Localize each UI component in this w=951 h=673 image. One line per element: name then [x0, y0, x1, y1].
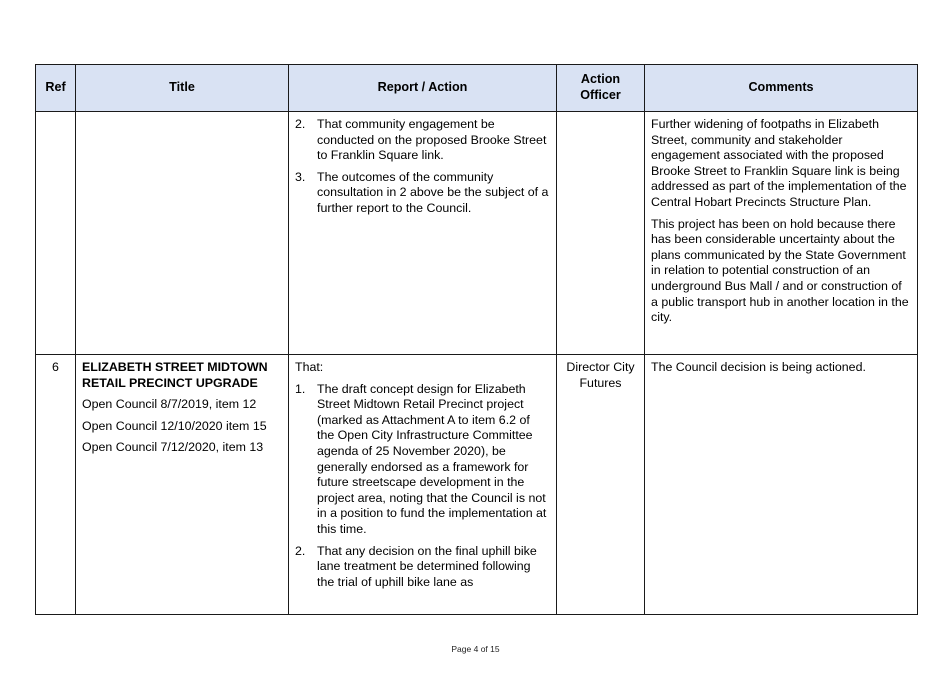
row2-officer-cell: Director City Futures [557, 355, 645, 615]
row1-title-cell [76, 112, 289, 355]
list-item [295, 382, 550, 538]
meeting-reference: Open Council 8/7/2019, item 12 [82, 397, 257, 412]
list-item-number: 3. [295, 169, 306, 184]
item-title: ELIZABETH STREET MIDTOWN RETAIL PRECINCT UPGRADE [82, 360, 268, 390]
comment-paragraph: This project has been on hold because there has been considerable uncertainty about the plans communicated by the State Government in relation to potential construction of an underground Bus Mall / and or construction of a public transport hub in another location in the city. [651, 216, 909, 325]
row2-ref-cell: 6 [36, 355, 76, 615]
header-action-officer: Action Officer [557, 65, 645, 112]
row1-comments-cell [645, 112, 918, 355]
row2-comments-cell: The Council decision is being actioned. [645, 355, 918, 615]
list-item-text: That community engagement be conducted on the proposed Brooke Street to Franklin Square link. [317, 117, 547, 163]
row1-report-list [295, 117, 550, 217]
action-table [35, 64, 918, 615]
list-item-number: 2. [295, 117, 306, 131]
table-header-row [36, 65, 918, 112]
header-comments: Comments [645, 65, 918, 112]
report-intro: That: [295, 360, 324, 374]
header-ref: Ref [36, 65, 76, 112]
list-item [295, 544, 550, 591]
row1-ref-cell [36, 112, 76, 355]
row2-report-list [295, 382, 550, 591]
row2-title-cell [76, 355, 289, 615]
meeting-reference: Open Council 12/10/2020 item 15 [82, 418, 267, 433]
list-item-text: That any decision on the final uphill bike lane treatment be determined following the trial of uphill bike lane as [317, 543, 537, 589]
list-item [295, 170, 550, 217]
row1-report-cell [289, 112, 557, 355]
list-item-number: 1. [295, 381, 306, 396]
header-report-action: Report / Action [289, 65, 557, 112]
table-row [36, 355, 918, 615]
row2-report-cell [289, 355, 557, 615]
row1-officer-cell [557, 112, 645, 355]
comment-paragraph: Further widening of footpaths in Elizabeth Street, community and stakeholder engagement associated with the proposed Brooke Street to Franklin Square link is being addressed as part of the implementation of the Central Hobart Precincts Structure Plan. [651, 117, 907, 209]
header-title: Title [76, 65, 289, 112]
page-number: Page 4 of 15 [451, 644, 500, 654]
meeting-reference: Open Council 7/12/2020, item 13 [82, 440, 264, 455]
list-item-text: The draft concept design for Elizabeth Street Midtown Retail Precinct project (marked as Attachment A to item 6.2 of the Open City Infrastructure Committee agenda of 25 November 2020), be generally endorsed as a framework for future streetscape development in the project area, noting that the Council is not in a position to fund the implementation at this time. [317, 381, 547, 536]
list-item-number: 2. [295, 543, 306, 558]
list-item-text: The outcomes of the community consultation in 2 above be the subject of a further report to the Council. [317, 169, 549, 215]
table-row [36, 112, 918, 355]
list-item [295, 117, 550, 164]
